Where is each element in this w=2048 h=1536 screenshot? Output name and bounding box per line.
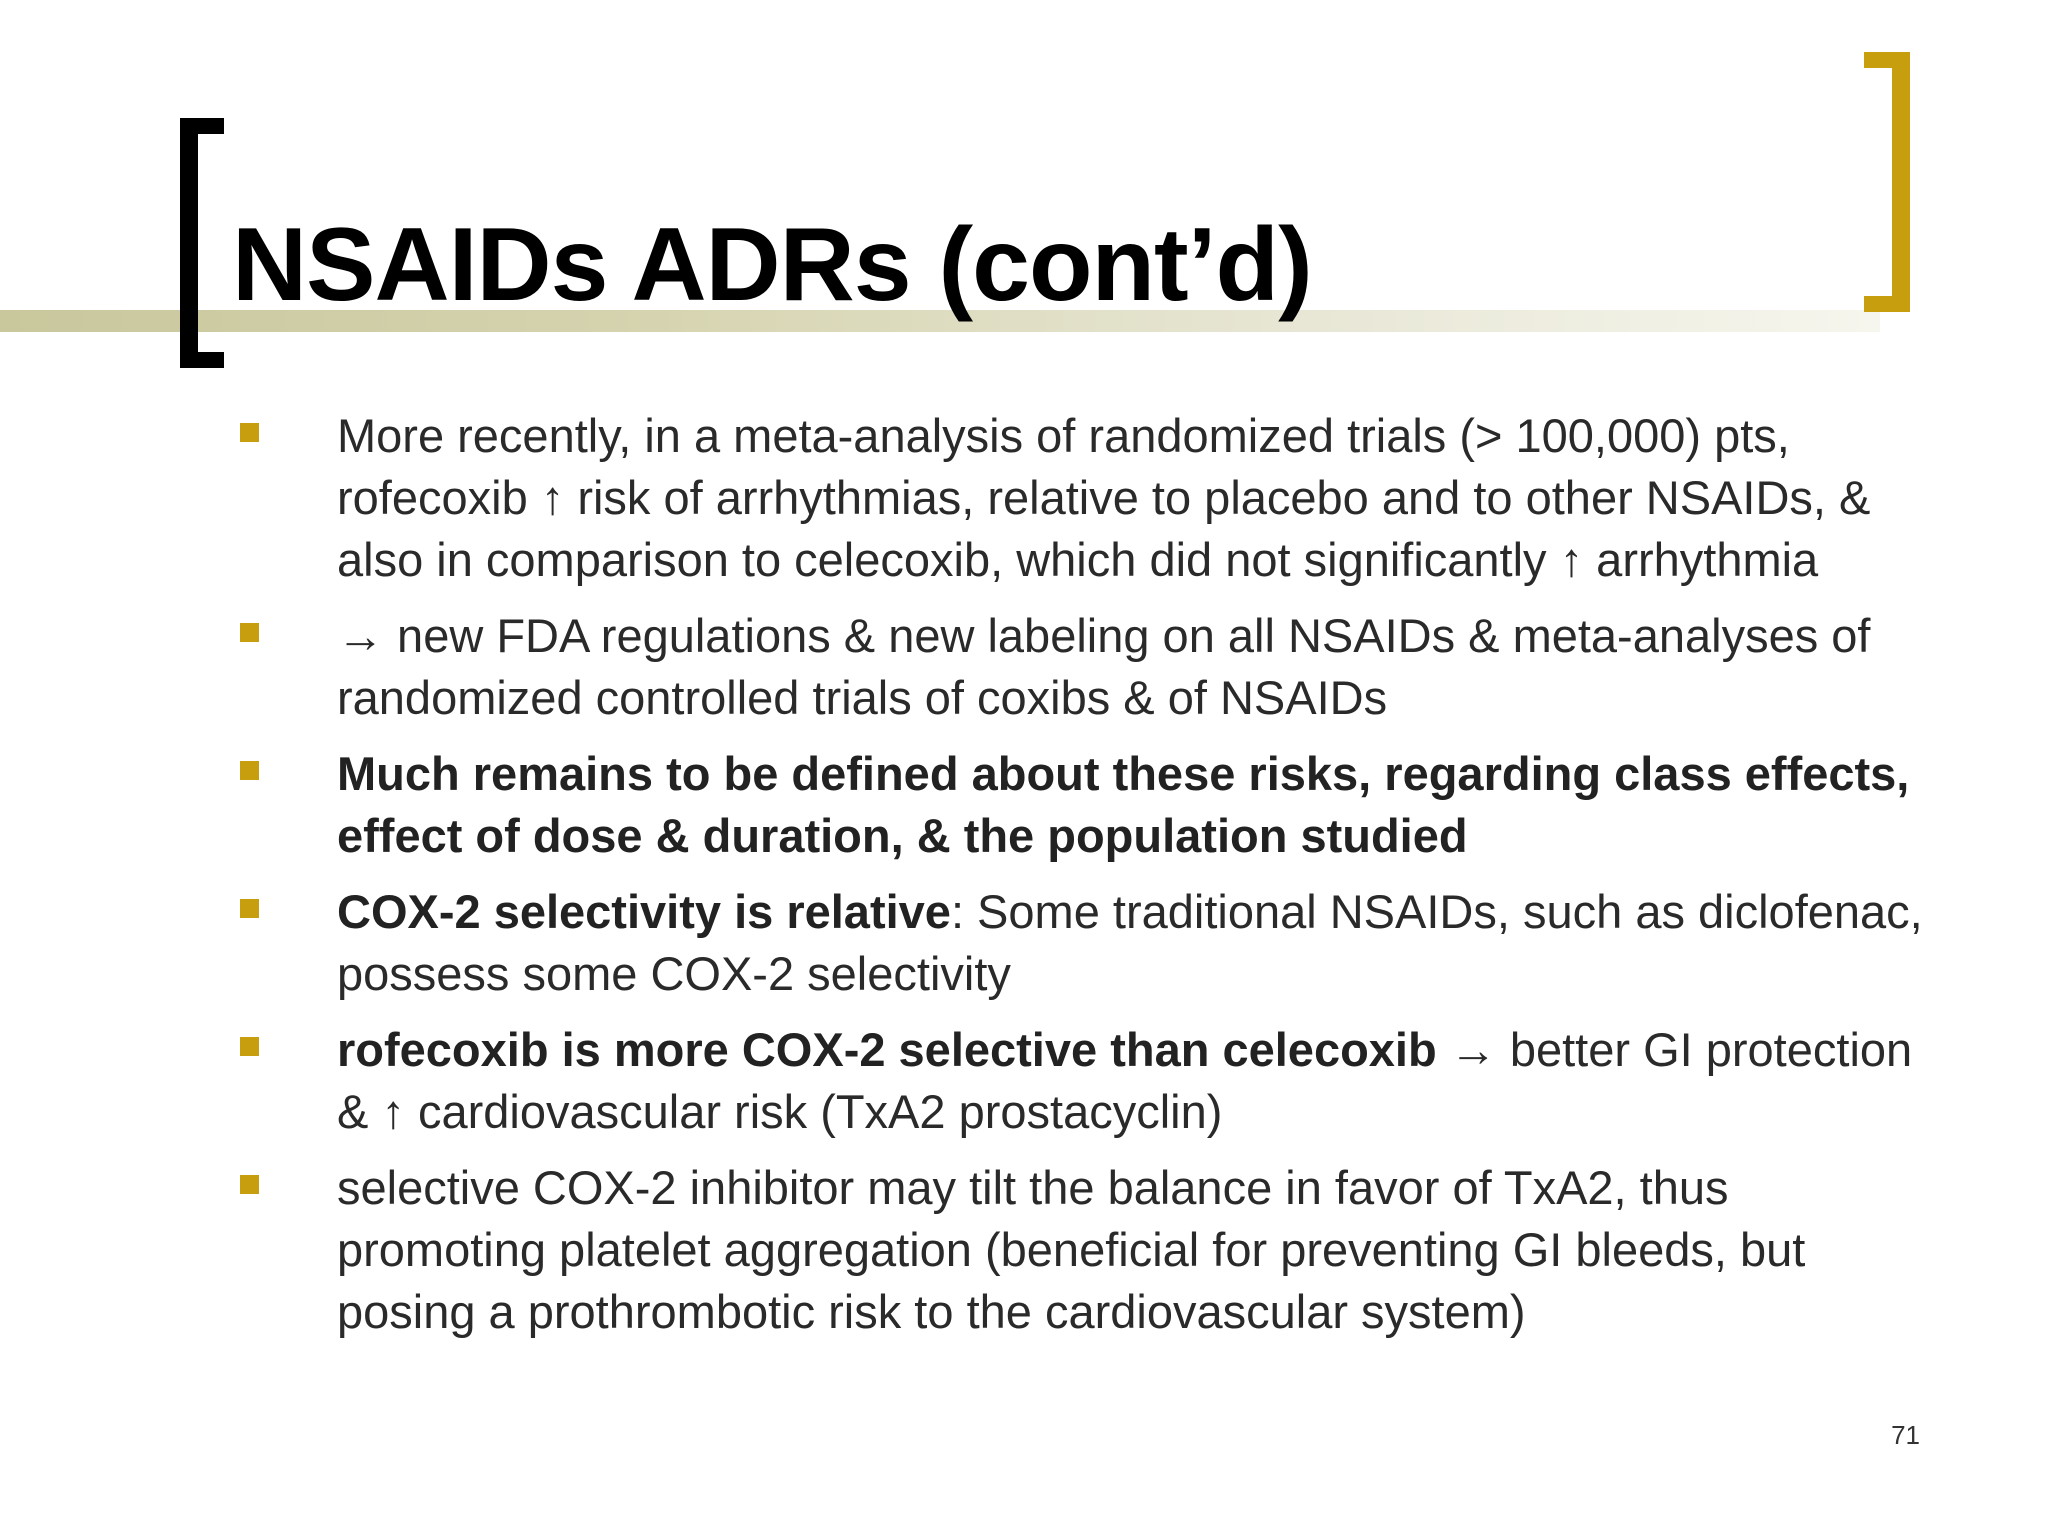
bullet-item — [0, 1157, 2048, 1343]
bullet-list — [0, 405, 2048, 1357]
bullet-text-plain: : Some traditional NSAIDs, such as diclofenac, possess some COX-2 selectivity — [337, 885, 1923, 1000]
bullet-item — [0, 743, 2048, 867]
left-bracket-decoration — [180, 118, 224, 368]
bullet-item — [0, 1019, 2048, 1143]
bullet-item — [0, 605, 2048, 729]
square-bullet-icon — [240, 761, 259, 780]
bullet-text — [337, 1157, 1937, 1343]
square-bullet-icon — [240, 1175, 259, 1194]
bullet-text — [337, 743, 1937, 867]
page-number: 71 — [1891, 1420, 1920, 1450]
right-bracket-decoration — [1864, 52, 1910, 312]
square-bullet-icon — [240, 1037, 259, 1056]
bullet-text — [337, 605, 1937, 729]
bullet-text-plain: → better GI protection & ↑ cardiovascular risk (TxA2 prostacyclin) — [337, 1023, 1913, 1138]
square-bullet-icon — [240, 623, 259, 642]
bullet-text — [337, 881, 1937, 1005]
bullet-item — [0, 405, 2048, 591]
bullet-text — [337, 405, 1937, 591]
bullet-text-bold: Much remains to be defined about these risks, regarding class effects, effect of dose & duration, & the population studied — [337, 747, 1910, 862]
square-bullet-icon — [240, 899, 259, 918]
bullet-item — [0, 881, 2048, 1005]
bullet-text — [337, 1019, 1937, 1143]
bullet-text-plain: selective COX-2 inhibitor may tilt the balance in favor of TxA2, thus promoting platelet aggregation (beneficial for preventing GI bleeds, but posing a prothrombotic risk to the cardiovascular system) — [337, 1161, 1806, 1338]
square-bullet-icon — [240, 423, 259, 442]
slide-title: NSAIDs ADRs (cont’d) — [232, 207, 1312, 323]
bullet-text-plain: → new FDA regulations & new labeling on all NSAIDs & meta-analyses of randomized controlled trials of coxibs & of NSAIDs — [337, 609, 1871, 724]
bullet-text-bold: rofecoxib is more COX-2 selective than celecoxib — [337, 1023, 1437, 1076]
bullet-text-bold: COX-2 selectivity is relative — [337, 885, 951, 938]
bullet-text-plain: More recently, in a meta-analysis of randomized trials (> 100,000) pts, rofecoxib ↑ risk of arrhythmias, relative to placebo and to other NSAIDs, & also in comparison to celecoxib, which did not significantly ↑ arrhythmia — [337, 409, 1871, 586]
